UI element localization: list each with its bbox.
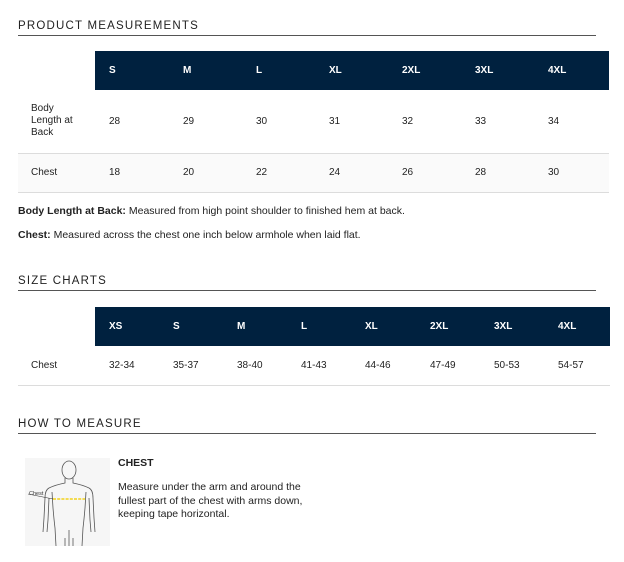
table-cell: 54-57 bbox=[544, 346, 610, 385]
note-chest bbox=[18, 229, 361, 241]
table-cell: 29 bbox=[169, 90, 242, 153]
size-header: S bbox=[159, 307, 223, 346]
size-header: 3XL bbox=[461, 51, 534, 90]
note-text: Measured from high point shoulder to finished hem at back. bbox=[125, 205, 405, 217]
row-label-chest: Chest bbox=[18, 346, 95, 385]
figure-chest-label: Chest bbox=[29, 491, 44, 497]
size-chart-header-row bbox=[18, 307, 610, 346]
table-cell: 32 bbox=[388, 90, 461, 153]
table-cell: 20 bbox=[169, 153, 242, 192]
header-blank-cell bbox=[18, 51, 95, 90]
size-header: 2XL bbox=[416, 307, 480, 346]
table-cell: 28 bbox=[95, 90, 169, 153]
table-cell: 33 bbox=[461, 90, 534, 153]
size-header: 4XL bbox=[544, 307, 610, 346]
size-charts-table bbox=[18, 307, 610, 386]
table-cell: 32-34 bbox=[95, 346, 159, 385]
size-header: XS bbox=[95, 307, 159, 346]
table-cell: 47-49 bbox=[416, 346, 480, 385]
table-cell: 18 bbox=[95, 153, 169, 192]
size-header: L bbox=[287, 307, 351, 346]
table-cell: 26 bbox=[388, 153, 461, 192]
table-row bbox=[18, 153, 609, 192]
product-measurements-table bbox=[18, 51, 609, 193]
table-cell: 38-40 bbox=[223, 346, 287, 385]
table-cell: 34 bbox=[534, 90, 609, 153]
size-charts-title: SIZE CHARTS bbox=[18, 275, 596, 291]
table-cell: 30 bbox=[534, 153, 609, 192]
table-cell: 44-46 bbox=[351, 346, 416, 385]
how-to-measure-title: HOW TO MEASURE bbox=[18, 418, 596, 434]
product-measurements-title: PRODUCT MEASUREMENTS bbox=[18, 20, 596, 36]
table-cell: 31 bbox=[315, 90, 388, 153]
size-header: 3XL bbox=[480, 307, 544, 346]
header-blank-cell bbox=[18, 307, 95, 346]
row-label-body-length: Body Length at Back bbox=[18, 90, 95, 153]
size-header: 2XL bbox=[388, 51, 461, 90]
table-row bbox=[18, 346, 610, 385]
table-cell: 35-37 bbox=[159, 346, 223, 385]
table-cell: 22 bbox=[242, 153, 315, 192]
note-term: Chest: bbox=[18, 229, 51, 241]
product-size-header-row bbox=[18, 51, 609, 90]
size-header: S bbox=[95, 51, 169, 90]
size-header: M bbox=[223, 307, 287, 346]
measure-item-title: CHEST bbox=[118, 457, 154, 469]
note-body-length bbox=[18, 205, 405, 217]
size-header: L bbox=[242, 51, 315, 90]
table-cell: 28 bbox=[461, 153, 534, 192]
table-row bbox=[18, 90, 609, 153]
measure-item-text: Measure under the arm and around the fullest part of the chest with arms down, keeping tape horizontal. bbox=[118, 481, 303, 520]
table-cell: 50-53 bbox=[480, 346, 544, 385]
note-term: Body Length at Back: bbox=[18, 205, 126, 217]
size-header: XL bbox=[351, 307, 416, 346]
note-text: Measured across the chest one inch below armhole when laid flat. bbox=[50, 229, 361, 241]
size-header: XL bbox=[315, 51, 388, 90]
table-cell: 41-43 bbox=[287, 346, 351, 385]
size-header: M bbox=[169, 51, 242, 90]
size-header: 4XL bbox=[534, 51, 609, 90]
row-label-chest: Chest bbox=[18, 153, 95, 192]
table-cell: 30 bbox=[242, 90, 315, 153]
table-cell: 24 bbox=[315, 153, 388, 192]
